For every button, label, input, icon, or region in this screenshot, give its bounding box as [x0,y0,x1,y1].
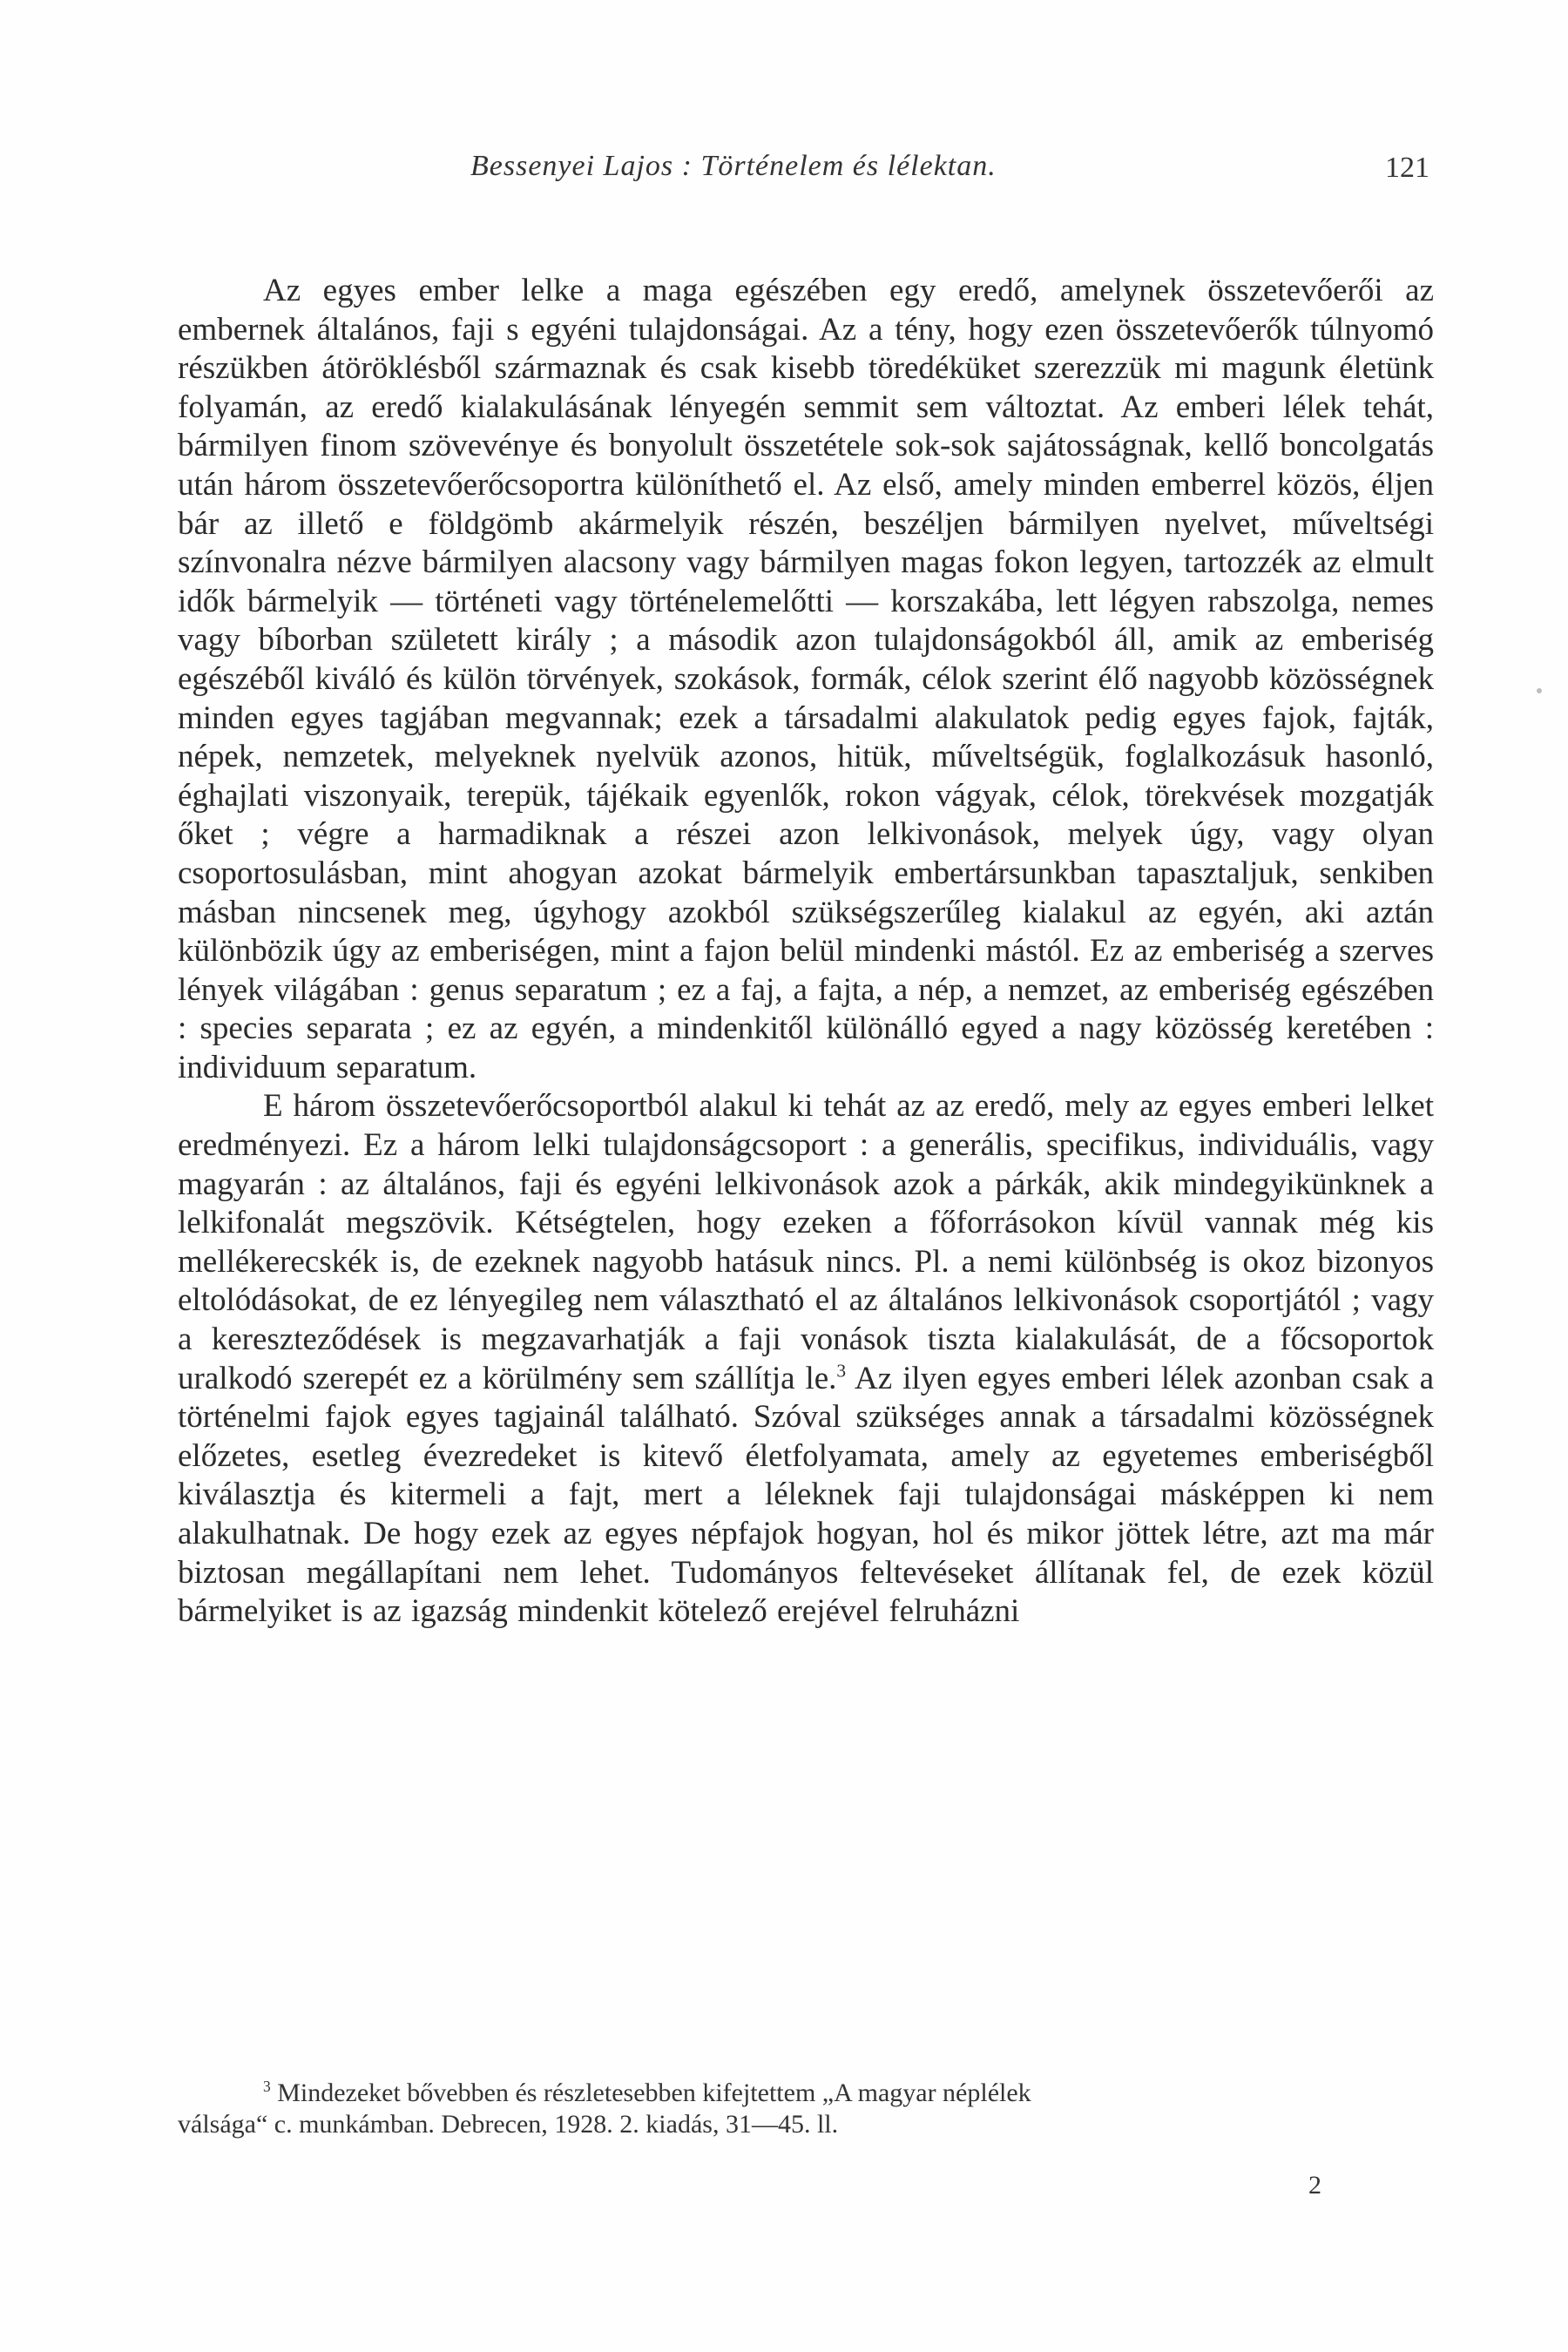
footnote-marker: 3 [263,2078,271,2095]
paragraph-2-text: E három összetevőerőcsoportból alakul ki tehát az az eredő, mely az egyes emberi lelket eredményezi. Ez a három lelki tulajdonságcsoport : a generális, specifikus, individuális, vagy magyarán : az általános, faji és egyéni lelkivonások azok a párkák, akik mindegyikünknek a lelkifonalát megszövik. Kétségtelen, hogy ezeken a főforrásokon kívül vannak még kis mellékerecskék is, de ezeknek nagyobb hatásuk nincs. Pl. a nemi különbség is okoz bizonyos eltolódásokat, de ez lényegileg nem választható el az általános lelkivonások csoportjától ; vagy a kereszteződések is megzavarhatják a faji vonások tiszta kialakulását, de a főcsoportok uralkodó szerepét ez a körülmény sem szállítja le. [178,1088,1434,1396]
paragraph-2 [178,1087,1434,1631]
footnote-line-1 [178,2078,1434,2109]
printer-signature-mark: 2 [1308,2171,1321,2200]
paper-speck [1537,688,1542,693]
paragraph-1: Az egyes ember lelke a maga egészében egy eredő, amelynek összetevőerői az embernek általános, faji s egyéni tulajdonságai. Az a tény, hogy ezen összetevőerők túlnyomó részükben átöröklésből származnak és csak kisebb töredéküket szerezzük mi magunk életünk folyamán, az eredő kialakulásának lényegén semmit sem változtat. Az emberi lélek tehát, bármilyen finom szövevénye és bonyolult összetétele sok-sok sajátosságnak, kellő boncolgatás után három összetevőerőcsoportra különíthető el. Az első, amely minden emberrel közös, éljen bár az illető e földgömb akármelyik részén, beszéljen bármilyen nyelvet, műveltségi színvonalra nézve bármilyen alacsony vagy bármilyen magas fokon legyen, tartozzék az elmult idők bármelyik — történeti vagy történelemelőtti — korszakába, lett légyen rabszolga, nemes vagy bíborban született király ; a második azon tulajdonságokból áll, amik az emberiség egészéből kiváló és külön törvények, szokások, formák, célok szerint élő nagyobb közösségnek minden egyes tagjában megvannak; ezek a társadalmi alakulatok pedig egyes fajok, fajták, népek, nemzetek, melyeknek nyelvük azonos, hitük, műveltségük, foglalkozásuk hasonló, éghajlati viszonyaik, terepük, tájékaik egyenlők, rokon vágyak, célok, törekvések mozgatják őket ; végre a harmadiknak a részei azon lelkivonások, melyek úgy, vagy olyan csoportosulásban, mint ahogyan azokat bármelyik embertársunkban tapasztaljuk, senkiben másban nincsenek meg, úgyhogy azokból szükségszerűleg kialakul az egyén, aki aztán különbözik úgy az emberiségen, mint a fajon belül mindenki mástól. Ez az emberiség a szerves lények világában : genus separatum ; ez a faj, a fajta, a nép, a nemzet, az emberiség egészében : species separata ; ez az egyén, a mindenkitől különálló egyed a nagy közösség keretében : individuum separatum. [178,273,1434,1085]
footnote-reference[interactable]: 3 [836,1360,847,1382]
running-title: Bessenyei Lajos : Történelem és lélektan. [470,150,997,182]
body-text [178,272,1434,1632]
footnote-text-1: Mindezeket bővebben és részletesebben kifejtettem „A magyar néplélek [277,2078,1031,2107]
footnote-text-2: válsága“ c. munkámban. Debrecen, 1928. 2. kiadás, 31—45. ll. [178,2110,839,2139]
footnote [178,2078,1434,2140]
page-number: 121 [1385,152,1429,184]
paragraph-2-continuation: Az ilyen egyes emberi lélek azonban csak a történelmi fajok egyes tagjainál található. Szóval szükséges annak a társadalmi közösségnek előzetes, esetleg évezredeket is kitevő életfolyamata, amely az egyetemes emberiségből kiválasztja és kitermeli a fajt, mert a léleknek faji tulajdonságai másképpen ki nem alakulhatnak. De hogy ezek az egyes népfajok hogyan, hol és mikor jöttek létre, azt ma már biztosan megállapítani nem lehet. Tudományos feltevéseket állítanak fel, de ezek közül bármelyiket is az igazság mindenkit kötelező erejével felruházni [178,1360,1434,1630]
